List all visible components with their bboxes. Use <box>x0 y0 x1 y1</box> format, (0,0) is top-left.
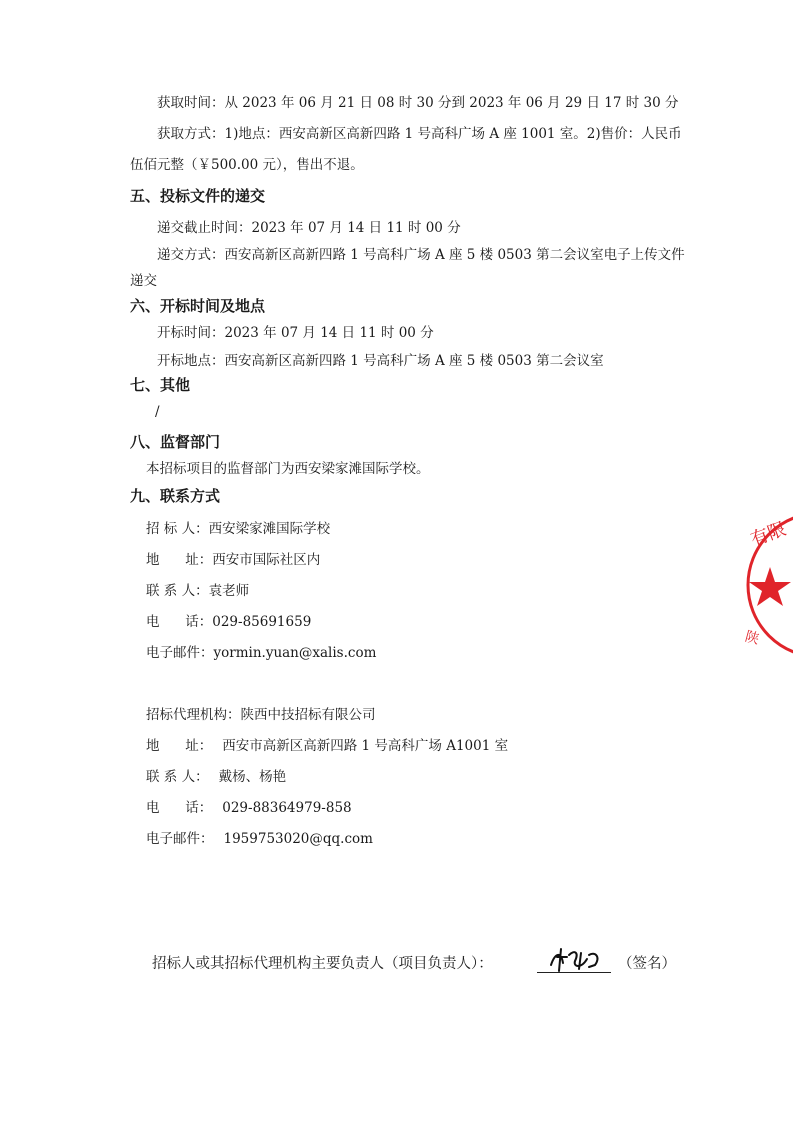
tenderer-address-row <box>146 551 320 569</box>
section-8-heading: 八、监督部门 <box>130 433 221 451</box>
tenderer-phone-value: 029-85691659 <box>212 614 312 630</box>
opening-place: 开标地点：西安高新区高新四路 1 号高科广场 A 座 5 楼 0503 第二会议室 <box>157 353 604 369</box>
section-9-heading: 九、联系方式 <box>130 487 221 505</box>
agency-name-row <box>146 706 376 724</box>
submission-method-line1: 递交方式：西安高新区高新四路 1 号高科广场 A 座 5 楼 0503 第二会议室电子上传文件 <box>157 247 685 263</box>
tenderer-contact-row <box>146 582 249 600</box>
agency-name-value: 陕西中技招标有限公司 <box>240 707 376 723</box>
tenderer-contact-label: 联 系 人： <box>146 583 209 599</box>
svg-text:陕: 陕 <box>743 628 761 648</box>
section-7-heading: 七、其他 <box>130 376 191 394</box>
agency-email-label: 电子邮件： <box>146 831 214 847</box>
tenderer-address-label: 地 址： <box>146 552 213 568</box>
signature-label: 招标人或其招标代理机构主要负责人（项目负责人）： <box>152 956 493 972</box>
tenderer-email-row <box>146 644 376 662</box>
tenderer-contact-value: 袁老师 <box>208 583 250 599</box>
tenderer-name-row <box>146 520 330 538</box>
section-7-content: / <box>155 404 160 420</box>
agency-address-label: 地 址： <box>146 738 213 754</box>
section-5-heading: 五、投标文件的递交 <box>130 187 266 205</box>
agency-contact-label: 联 系 人： <box>146 769 209 785</box>
agency-phone-row <box>146 799 352 817</box>
signature-suffix: （签名） <box>618 956 676 972</box>
agency-name-label: 招标代理机构： <box>146 707 241 723</box>
tenderer-phone-label: 电 话： <box>146 614 213 630</box>
agency-contact-value: 戴杨、杨艳 <box>218 769 287 785</box>
tenderer-phone-row <box>146 613 311 631</box>
red-seal-stamp <box>740 505 793 665</box>
opening-time: 开标时间：2023 年 07 月 14 日 11 时 00 分 <box>157 325 434 341</box>
submission-deadline: 递交截止时间：2023 年 07 月 14 日 11 时 00 分 <box>157 220 461 236</box>
acquire-method-line2: 伍佰元整（￥500.00 元），售出不退。 <box>130 157 364 173</box>
agency-phone-label: 电 话： <box>146 800 213 816</box>
submission-method-line2: 递交 <box>130 273 157 289</box>
agency-email-row <box>146 830 373 848</box>
tenderer-address-value: 西安市国际社区内 <box>212 552 321 568</box>
agency-email-value: 1959753020@qq.com <box>223 831 373 847</box>
acquire-method-line1: 获取方式：1)地点：西安高新区高新四路 1 号高科广场 A 座 1001 室。2)售价：人民币 <box>157 126 682 142</box>
agency-address-value: 西安市高新区高新四路 1 号高科广场 A1001 室 <box>222 738 509 754</box>
tenderer-email-label: 电子邮件： <box>146 645 214 661</box>
tenderer-name-label: 招 标 人： <box>146 521 209 537</box>
agency-contact-row <box>146 768 286 786</box>
tenderer-name-value: 西安梁家滩国际学校 <box>208 521 331 537</box>
tenderer-email-value: yormin.yuan@xalis.com <box>213 645 377 661</box>
section-6-heading: 六、开标时间及地点 <box>130 297 266 315</box>
section-8-content: 本招标项目的监督部门为西安梁家滩国际学校。 <box>146 461 430 477</box>
svg-text:有限: 有限 <box>747 518 789 551</box>
agency-address-row <box>146 737 508 755</box>
acquire-time: 获取时间：从 2023 年 06 月 21 日 08 时 30 分到 2023 年 06 月 29 日 17 时 30 分 <box>157 95 679 111</box>
agency-phone-value: 029-88364979-858 <box>222 800 352 816</box>
handwritten-signature <box>545 945 605 975</box>
